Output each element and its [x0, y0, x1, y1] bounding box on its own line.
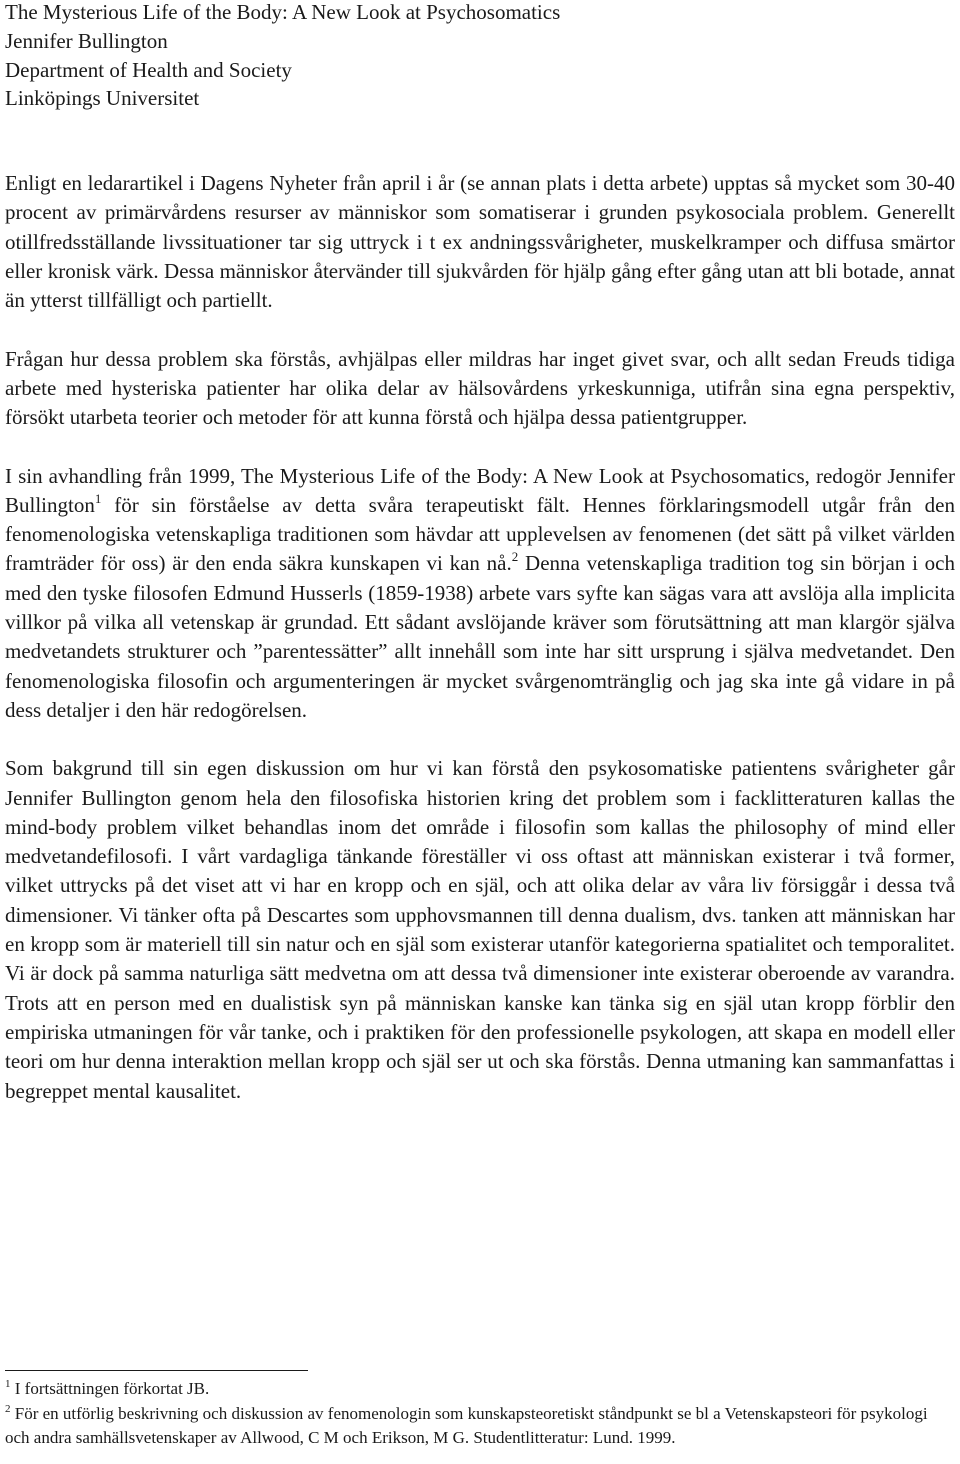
footnote-text: I fortsättningen förkortat JB.	[10, 1379, 210, 1398]
paragraph-1: Enligt en ledarartikel i Dagens Nyheter från april i år (se annan plats i detta arbete) upptas så mycket som 30-40 procent av primärvårdens resurser av människor som somatiserar i grunden psykosociala problem. Generellt otillfredsställande livssituationer tar sig uttryck i t ex andningssvårigheter, muskelkramper och diffusa smärtor eller kronisk värk. Dessa människor återvänder till sjukvården för hjälp gång efter gång utan att bli botade, annat än ytterst tillfälligt och partiellt.	[5, 171, 955, 313]
paragraph-2: Frågan hur dessa problem ska förstås, avhjälpas eller mildras har inget givet svar, och allt sedan Freuds tidiga arbete med hysteriska patienter har olika delar av hälsovårdens yrkeskunniga, utifrån sina egna perspektiv, försökt utarbeta teorier och metoder för att kunna förstå och hjälpa dessa patientgrupper.	[5, 346, 955, 430]
document-title: The Mysterious Life of the Body: A New Look at Psychosomatics	[5, 0, 561, 24]
paragraph-3	[5, 462, 955, 726]
document-page	[5, 0, 955, 1106]
department-name: Department of Health and Society	[5, 57, 292, 82]
paragraph-3-text-a: I sin avhandling från 1999, The Mysterious Life of the Body: A New Look at Psychosomatics, redogör Jennifer Bullington	[5, 463, 955, 517]
footnote-ref-2: 2	[511, 549, 519, 565]
footnote-ref-1: 1	[94, 490, 102, 506]
document-header	[5, 0, 955, 113]
author-name: Jennifer Bullington	[5, 28, 168, 53]
paragraph-4: Som bakgrund till sin egen diskussion om hur vi kan förstå den psykosomatiske patientens svårigheter går Jennifer Bullington genom hela den filosofiska historien kring det problem som i facklitteraturen kallas the mind-body problem vilket behandlas inom det område i filosofin som kallas the philosophy of mind eller medvetandefilosofi. I vårt vardagliga tänkande föreställer vi oss oftast att människan existerar i två former, vilket uttrycks på det viset att vi har en kropp och en själ, och att olika delar av våra liv försiggår i dessa två dimensioner. Vi tänker ofta på Descartes som upphovsmannen till denna dualism, dvs. tanken att människan har en kropp som är materiell till sin natur och en själ som existerar utanför kategorierna spatialitet och temporalitet. Vi är dock på samma naturliga sätt medvetna om att dessa två dimensioner inte existerar oberoende av varandra. Trots att en person med en dualistisk syn på människan kanske kan tänka sig en själ utan kropp förblir den empiriska utmaningen för vår tanke, och i praktiken för den professionelle psykologen, att skapa en modell eller teori om hur denna interaktion mellan kropp och själ ser ut och ska förstås. Denna utmaning kan sammanfattas i begreppet mental kausalitet.	[5, 756, 955, 1103]
paragraph-3-text-b: för sin förståelse av detta svåra terapeutiskt fält. Hennes förklaringsmodell utgår från den fenomenologiska vetenskapliga traditionen som hävdar att upplevelsen av fenomenen (det sätt på vilket världen framträder för oss) är den enda säkra kunskapen vi kan nå.	[5, 492, 955, 576]
footnote-number: 1	[5, 1378, 11, 1390]
footnote-divider	[5, 1370, 308, 1371]
footnote-text: För en utförlig beskrivning och diskussion av fenomenologin som kunskapsteoretiskt ståndpunkt se bl a Vetenskapsteori för psykologi och andra samhällsvetenskaper av Allwood, C M och Erikson, M G. Studentlitteratur: Lund. 1999.	[5, 1403, 928, 1447]
paragraph-3-text-c: Denna vetenskapliga tradition tog sin början i och med den tyske filosofen Edmund Husserls (1859-1938) arbete vars syfte kan sägas vara att avslöja alla implicita villkor på vilka all vetenskap är grundad. Ett sådant avslöjande kräver som förutsättning att man klargör själva medvetandets strukturer och ”parentessätter” allt innehåll som inte har sitt ursprung i själva medvetandet. Den fenomenologiska filosofin och argumenteringen är mycket svårgenomtränglig och jag ska inte gå vidare in på dess detaljer i den här redogörelsen.	[5, 551, 955, 722]
university-name: Linköpings Universitet	[5, 86, 200, 111]
footnote-1	[5, 1377, 955, 1402]
footnotes	[5, 1370, 955, 1451]
footnote-number: 2	[5, 1402, 11, 1415]
footnote-2	[5, 1402, 955, 1451]
